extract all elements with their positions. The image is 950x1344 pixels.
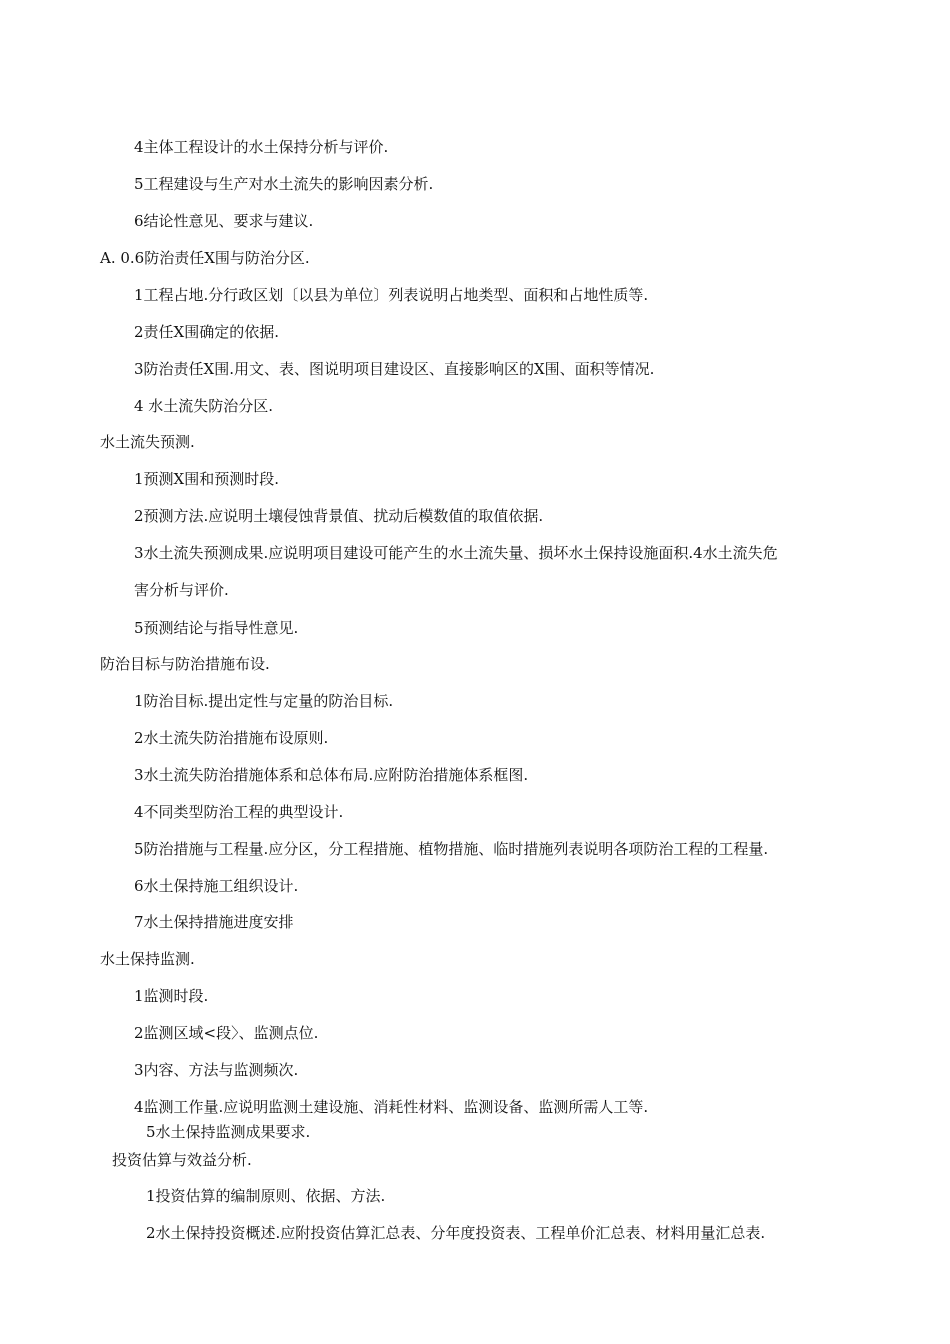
text-line: 1工程占地.分行政区划〔以县为单位〕列表说明占地类型、面积和占地性质等. — [134, 286, 649, 304]
text-line: 2监测区域<段〉、监测点位. — [134, 1024, 319, 1042]
text-line: 4监测工作量.应说明监测土建设施、消耗性材料、监测设备、监测所需人工等. — [134, 1098, 649, 1116]
text-line: 1监测时段. — [134, 987, 209, 1005]
text-line: 1预测X围和预测时段. — [134, 470, 279, 488]
section-heading: 投资估算与效益分析. — [112, 1151, 252, 1169]
text-line: 5工程建设与生产对水土流失的影响因素分析. — [134, 175, 434, 193]
text-line: 6结论性意见、要求与建议. — [134, 212, 314, 230]
text-line: 1投资估算的编制原则、依据、方法. — [146, 1187, 386, 1205]
text-line: 2预测方法.应说明土壤侵蚀背景值、扰动后模数值的取值依据. — [134, 507, 544, 525]
text-line: 5水土保持监测成果要求. — [146, 1123, 311, 1141]
text-line: 7水土保持措施进度安排 — [134, 913, 294, 931]
text-line: 2责任X围确定的依据. — [134, 323, 279, 341]
text-line: 6水土保持施工组织设计. — [134, 877, 299, 895]
text-line: 2水土流失防治措施布设原则. — [134, 729, 329, 747]
text-line: 3水土流失预测成果.应说明项目建设可能产生的水土流失量、损坏水土保持设施面积.4水土流失危 — [134, 544, 778, 562]
text-line: 5防治措施与工程量.应分区，分工程措施、植物措施、临时措施列表说明各项防治工程的工程量. — [134, 840, 769, 858]
text-line: 害分析与评价. — [134, 581, 229, 599]
text-line: 2水土保持投资概述.应附投资估算汇总表、分年度投资表、工程单价汇总表、材料用量汇总表. — [146, 1224, 766, 1242]
section-heading: 水土流失预测. — [100, 433, 195, 451]
section-heading: 水土保持监测. — [100, 950, 195, 968]
text-line: 3水土流失防治措施体系和总体布局.应附防治措施体系框图. — [134, 766, 529, 784]
text-line: 5预测结论与指导性意见. — [134, 619, 299, 637]
section-heading: 防治目标与防治措施布设. — [100, 655, 270, 673]
text-line: 3内容、方法与监测频次. — [134, 1061, 299, 1079]
text-line: 1防治目标.提出定性与定量的防治目标. — [134, 692, 394, 710]
text-line: 4主体工程设计的水土保持分析与评价. — [134, 138, 389, 156]
text-line: 4 水土流失防治分区. — [134, 397, 274, 415]
section-heading: A. 0.6防治责任X围与防治分区. — [100, 249, 310, 267]
text-line: 4不同类型防治工程的典型设计. — [134, 803, 344, 821]
text-line: 3防治责任X围.用文、表、图说明项目建设区、直接影响区的X围、面积等情况. — [134, 360, 655, 378]
